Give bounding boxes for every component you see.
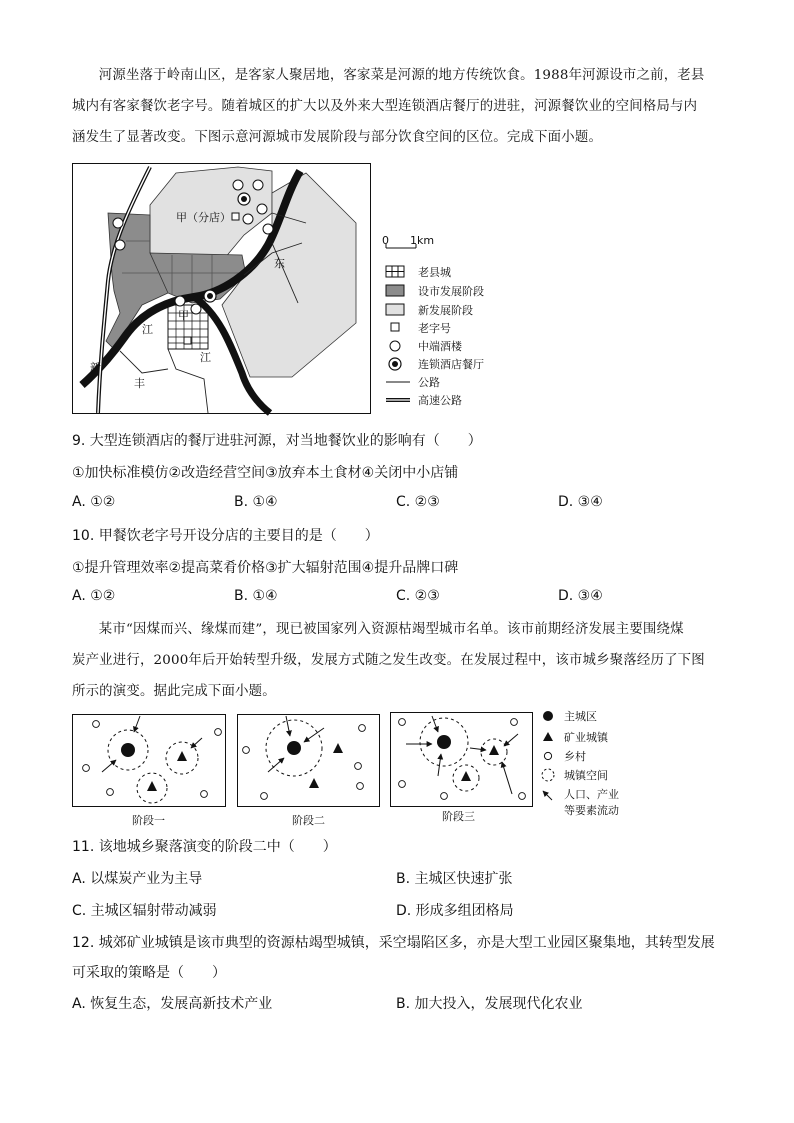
legend-flow-1: 人口、产业 [564,788,619,801]
passage-2-line-2: 炭产业进行，2000年后开始转型升级，发展方式随之发生改变。在发展过程中，该市城乡聚落经历了下图 [72,653,705,668]
scale-dist: 1km [410,234,435,247]
label-jiang-left: 江 [142,323,153,336]
legend-setup-swatch [386,285,404,296]
legend-oldbrand-icon [391,323,399,331]
q12-option-b[interactable]: B. 加大投入，发展现代化农业 [396,996,583,1012]
q12-option-a[interactable]: A. 恢复生态，发展高新技术产业 [72,996,273,1012]
q9-option-c[interactable]: C. ②③ [396,494,440,510]
q10-option-a[interactable]: A. ①② [72,588,116,604]
q10-stem: 10. 甲餐饮老字号开设分店的主要目的是（ ） [72,528,379,544]
legend-main-city-icon [543,711,553,721]
q11-stem: 11. 该地城乡聚落演变的阶段二中（ ） [72,839,337,855]
legend-old-town: 老县城 [418,266,451,279]
q11-option-c[interactable]: C. 主城区辐射带动减弱 [72,903,217,919]
stage-legend [540,708,650,820]
q10-items: ①提升管理效率②提高菜肴价格③扩大辐射范围④提升品牌口碑 [72,560,459,576]
stage-3-panel [391,713,533,807]
q11-option-b[interactable]: B. 主城区快速扩张 [396,871,513,887]
legend-main-city: 主城区 [564,710,597,723]
passage-1-line-3: 涵发生了显著改变。下图示意河源城市发展阶段与部分饮食空间的区位。完成下面小题。 [72,130,603,145]
q9-stem: 9. 大型连锁酒店的餐厅进驻河源，对当地餐饮业的影响有（ ） [72,433,482,449]
legend-midrange: 中端酒楼 [418,340,462,353]
q10-option-b[interactable]: B. ①④ [234,588,278,604]
legend-old-town-swatch [386,266,404,277]
legend-newdev-swatch [386,304,404,315]
legend-chain-icon [389,358,401,370]
legend-oldbrand: 老字号 [418,322,451,335]
stage-3-label: 阶段三 [442,810,475,823]
legend-setup: 设市发展阶段 [418,285,484,298]
label-feng: 丰 [134,377,145,390]
legend-road: 公路 [418,376,440,389]
label-dong: 东 [274,257,285,270]
passage-2-line-3: 所示的演变。据此完成下面小题。 [72,684,276,699]
q9-option-b[interactable]: B. ①④ [234,494,278,510]
legend-flow-icon [543,791,552,800]
legend-village-icon [544,752,551,759]
legend-chain: 连锁酒店餐厅 [418,358,484,371]
q12-stem-line-1: 12. 城郊矿业城镇是该市典型的资源枯竭型城镇，采空塌陷区多，亦是大型工业园区聚集地，其转型发展 [72,935,715,951]
label-jia-branch: 甲（分店） [176,211,231,224]
legend-mining-town-icon [543,732,553,741]
q9-option-a[interactable]: A. ①② [72,494,116,510]
q12-stem-line-2: 可采取的策略是（ ） [72,965,226,981]
passage-1-line-1: 河源坐落于岭南山区，是客家人聚居地，客家菜是河源的地方传统饮食。1988年河源设市之前，老县 [98,68,705,83]
legend-midrange-icon [390,341,400,351]
legend-town-space-icon [542,769,554,781]
q11-option-d[interactable]: D. 形成多组团格局 [396,903,514,919]
passage-1-line-2: 城内有客家餐饮老字号。随着城区的扩大以及外来大型连锁酒店餐厅的进驻，河源餐饮业的空间格局与内 [72,99,698,114]
legend-expressway: 高速公路 [418,394,462,407]
legend-newdev: 新发展阶段 [418,304,473,317]
stage-1-panel [73,715,226,807]
label-xin: 新 [90,361,101,374]
q10-option-c[interactable]: C. ②③ [396,588,440,604]
q9-option-d[interactable]: D. ③④ [558,494,603,510]
q11-option-a[interactable]: A. 以煤炭产业为主导 [72,871,203,887]
map-legend [382,232,512,412]
stage-2-label: 阶段二 [292,814,325,827]
scale-zero: 0 [382,234,389,247]
q10-option-d[interactable]: D. ③④ [558,588,603,604]
q9-items: ①加快标准模仿②改造经营空间③放弃本土食材④关闭中小店铺 [72,465,459,481]
passage-2-line-1: 某市“因煤而兴、缘煤而建”，现已被国家列入资源枯竭型城市名单。该市前期经济发展主要围绕煤 [98,622,684,637]
stage-2-panel [238,715,380,807]
legend-flow-2: 等要素流动 [564,804,619,817]
stage-1-label: 阶段一 [132,814,165,827]
legend-mining-town: 矿业城镇 [564,731,608,744]
label-jia: 甲 [178,309,189,322]
legend-village: 乡村 [564,750,586,763]
city-map [72,163,372,415]
label-jiang-right: 江 [200,351,211,364]
legend-town-space: 城镇空间 [564,769,608,782]
